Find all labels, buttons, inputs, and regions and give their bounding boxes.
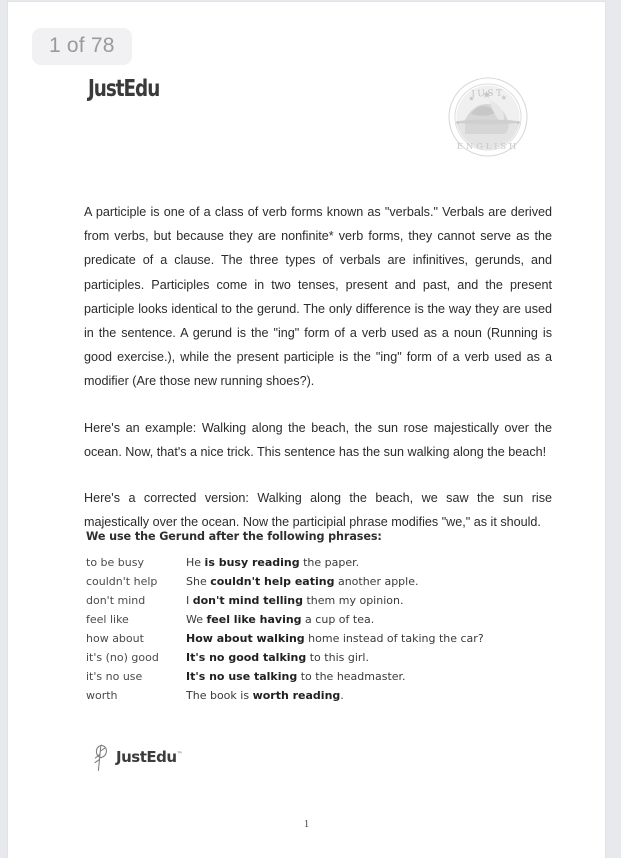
- table-row: [86, 686, 516, 705]
- gerund-example-cell: [186, 648, 516, 667]
- gerund-phrase-cell: feel like: [86, 613, 129, 626]
- example-suffix: the paper.: [299, 556, 360, 569]
- example-highlight: It's no good talking: [186, 651, 307, 664]
- example-highlight: It's no use talking: [186, 670, 298, 683]
- table-row: [86, 629, 516, 648]
- article-body: [84, 200, 552, 534]
- footer-brand-text: JustEdu: [116, 748, 177, 766]
- seal-bottom-text: ENGLISH: [456, 142, 520, 152]
- example-prefix: I: [186, 594, 193, 607]
- gerund-phrase-cell: don't mind: [86, 594, 146, 607]
- example-suffix: to the headmaster.: [297, 670, 406, 683]
- gerund-table-title: We use the Gerund after the following phrases:: [86, 530, 382, 543]
- example-prefix: We: [186, 613, 207, 626]
- example-highlight: couldn't help eating: [210, 575, 335, 588]
- table-row: [86, 610, 516, 629]
- document-footer: [86, 740, 286, 780]
- body-paragraph: Here's a corrected version: Walking along the beach, we saw the sun rise majestically over the ocean. Now the participial phrase modifies "we," as it should.: [84, 491, 552, 530]
- gerund-phrases-block: [86, 530, 516, 705]
- header-brand-wordmark: JustEdu: [88, 76, 160, 102]
- gerund-example-cell: [186, 686, 516, 705]
- example-prefix: The book is: [186, 689, 253, 702]
- example-prefix: He: [186, 556, 205, 569]
- table-row: [86, 667, 516, 686]
- table-row: [86, 572, 516, 591]
- gerund-example-cell: [186, 591, 516, 610]
- example-suffix: a cup of tea.: [301, 613, 375, 626]
- example-suffix: .: [340, 689, 344, 702]
- example-highlight: How about walking: [186, 632, 305, 645]
- footer-brand-wordmark: [116, 748, 182, 766]
- gerund-example-cell: [186, 553, 516, 572]
- example-highlight: don't mind telling: [192, 594, 303, 607]
- gerund-phrase-cell: worth: [86, 689, 118, 702]
- gerund-phrase-cell: it's no use: [86, 670, 143, 683]
- gerund-phrases-table: [86, 553, 516, 705]
- body-paragraph: Here's an example: Walking along the beach, the sun rose majestically over the ocean. Now, that's a nice trick. This sentence has the sun walking along the beach!: [84, 420, 552, 459]
- example-highlight: is busy reading: [204, 556, 300, 569]
- document-page: [8, 2, 605, 858]
- gerund-example-cell: [186, 667, 516, 686]
- seal-top-text: JUST: [471, 88, 505, 100]
- quill-pen-icon: [88, 742, 114, 772]
- table-row: [86, 648, 516, 667]
- table-row: [86, 553, 516, 572]
- example-suffix: them my opinion.: [302, 594, 404, 607]
- gerund-phrase-cell: couldn't help: [86, 575, 158, 588]
- table-row: [86, 591, 516, 610]
- gerund-example-cell: [186, 610, 516, 629]
- just-english-seal-icon: [445, 74, 531, 160]
- body-paragraph: A participle is one of a class of verb forms known as "verbals." Verbals are derived from verbs, but because they are nonfinite* verb forms, they cannot serve as the predicate of a clause. The three types of verbals are infinitives, gerunds, and participles. Participles come in two tenses, present and past, and the present participle looks identical to the gerund. The only difference is the way they are used in the sentence. A gerund is the "ing" form of a verb used as a noun (Running is good exercise.), while the present participle is the "ing" form of a verb used as a modifier (Are those new running shoes?).: [84, 205, 552, 389]
- gerund-example-cell: [186, 629, 516, 648]
- gerund-phrase-cell: to be busy: [86, 556, 144, 569]
- example-prefix: She: [186, 575, 211, 588]
- trademark-symbol: ™: [176, 751, 183, 758]
- page-indicator-badge[interactable]: 1 of 78: [32, 28, 132, 65]
- document-header: [8, 62, 605, 172]
- example-highlight: feel like having: [206, 613, 302, 626]
- gerund-phrase-cell: it's (no) good: [86, 651, 159, 664]
- example-suffix: to this girl.: [306, 651, 369, 664]
- gerund-example-cell: [186, 572, 516, 591]
- example-suffix: home instead of taking the car?: [304, 632, 484, 645]
- gerund-phrase-cell: how about: [86, 632, 144, 645]
- example-highlight: worth reading: [252, 689, 341, 702]
- page-number: 1: [303, 818, 310, 830]
- example-suffix: another apple.: [334, 575, 419, 588]
